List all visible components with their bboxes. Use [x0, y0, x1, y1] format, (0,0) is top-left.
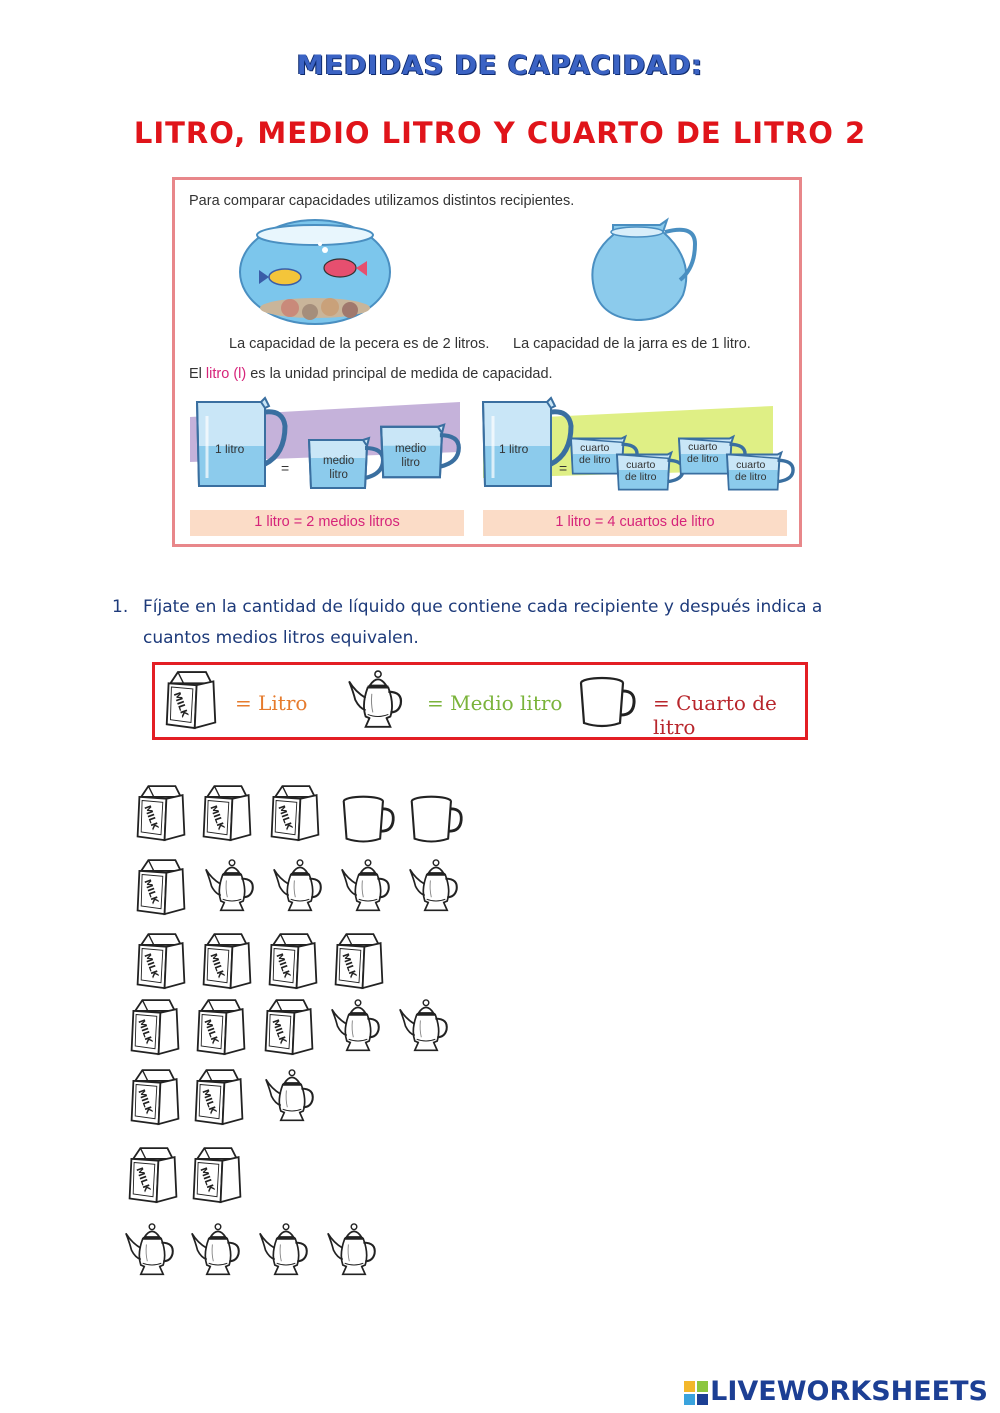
milk-carton-icon — [332, 930, 386, 994]
teapot-icon — [264, 1066, 320, 1128]
litre-definition — [189, 366, 553, 382]
milk-carton-icon — [163, 669, 219, 733]
jug-label-cuarto — [687, 441, 719, 465]
teapot-icon — [340, 856, 396, 918]
teapot-icon — [326, 1220, 382, 1282]
equation-half-litres: 1 litro = 2 medios litros — [254, 514, 400, 530]
milk-carton-icon — [266, 930, 320, 994]
teapot-icon — [272, 856, 328, 918]
cup-icon — [577, 675, 637, 731]
pitcher-illustration — [592, 220, 695, 320]
question-text: Fíjate en la cantidad de líquido que contiene cada recipiente y después indica a cuantos medios litros equivalen. — [143, 597, 823, 648]
liveworksheets-logo-icon — [684, 1381, 708, 1405]
equation-quarter-litres: 1 litro = 4 cuartos de litro — [555, 514, 715, 530]
jug-label-cuarto — [625, 459, 657, 483]
milk-carton-icon — [268, 782, 322, 846]
milk-carton-icon — [200, 930, 254, 994]
milk-carton-icon — [192, 1066, 246, 1130]
footer-brand-text: LIVEWORKSHEETS — [710, 1376, 988, 1407]
worksheet-title: MEDIDAS DE CAPACIDAD: — [296, 50, 704, 81]
intro-text: Para comparar capacidades utilizamos distintos recipientes. — [189, 193, 575, 209]
fishbowl-caption: La capacidad de la pecera es de 2 litros. — [229, 336, 490, 352]
pitcher-caption: La capacidad de la jarra es de 1 litro. — [513, 336, 751, 352]
teapot-icon — [347, 669, 409, 733]
teapot-icon — [398, 996, 454, 1058]
cup-icon — [340, 792, 396, 848]
info-panel — [172, 177, 802, 547]
teapot-icon — [330, 996, 386, 1058]
jug-label-line: cuarto — [580, 442, 610, 454]
jug-label-line: cuarto — [736, 459, 766, 471]
question-number: 1. — [112, 597, 129, 617]
litre-word: litro — [205, 366, 230, 382]
jug-label-line: de litro — [625, 471, 657, 483]
jug-label-medio-litro — [395, 442, 426, 470]
teapot-icon — [408, 856, 464, 918]
litre-symbol: (l) — [233, 366, 247, 382]
jug-label-line: de litro — [579, 454, 611, 466]
jug-label-line: de litro — [735, 471, 767, 483]
legend-box — [152, 662, 808, 740]
definition-suffix: es la unidad principal de medida de capacidad. — [246, 366, 553, 382]
equals-sign: = — [281, 460, 290, 476]
teapot-icon — [124, 1220, 180, 1282]
jug-label-1-litro: 1 litro — [215, 442, 245, 456]
jug-label-line: medio — [323, 455, 355, 467]
jug-label-line: litro — [329, 469, 348, 481]
milk-carton-icon — [262, 996, 316, 1060]
cup-icon — [408, 792, 464, 848]
jug-label-line: cuarto — [626, 459, 656, 471]
teapot-icon — [204, 856, 260, 918]
milk-carton-icon — [126, 1144, 180, 1208]
jug-label-line: litro — [401, 457, 420, 469]
jug-label-1-litro: 1 litro — [499, 442, 529, 456]
milk-carton-icon — [200, 782, 254, 846]
milk-carton-icon — [134, 856, 188, 920]
question-1 — [112, 592, 832, 654]
fishbowl-illustration — [240, 220, 390, 324]
milk-carton-icon — [134, 930, 188, 994]
milk-carton-icon — [194, 996, 248, 1060]
jug-label-line: medio — [395, 443, 427, 455]
jug-label-line: de litro — [687, 453, 719, 465]
jug-label-cuarto — [735, 459, 767, 483]
footer-brand — [684, 1376, 988, 1407]
jug-label-cuarto — [579, 442, 611, 466]
legend-cuarto-litro: = Cuarto de litro — [653, 691, 777, 739]
info-illustrations — [175, 180, 799, 544]
worksheet-subtitle: LITRO, MEDIO LITRO Y CUARTO DE LITRO 2 — [133, 116, 867, 150]
legend-litro: = Litro — [235, 691, 308, 715]
jug-label-line: cuarto — [688, 441, 718, 453]
milk-carton-icon — [134, 782, 188, 846]
teapot-icon — [190, 1220, 246, 1282]
jug-label-medio-litro — [323, 454, 354, 482]
legend-medio-litro: = Medio litro — [427, 691, 563, 715]
milk-carton-icon — [128, 1066, 182, 1130]
definition-prefix: El — [189, 366, 206, 382]
milk-carton-icon — [190, 1144, 244, 1208]
teapot-icon — [258, 1220, 314, 1282]
milk-carton-icon — [128, 996, 182, 1060]
equals-sign: = — [559, 460, 568, 476]
